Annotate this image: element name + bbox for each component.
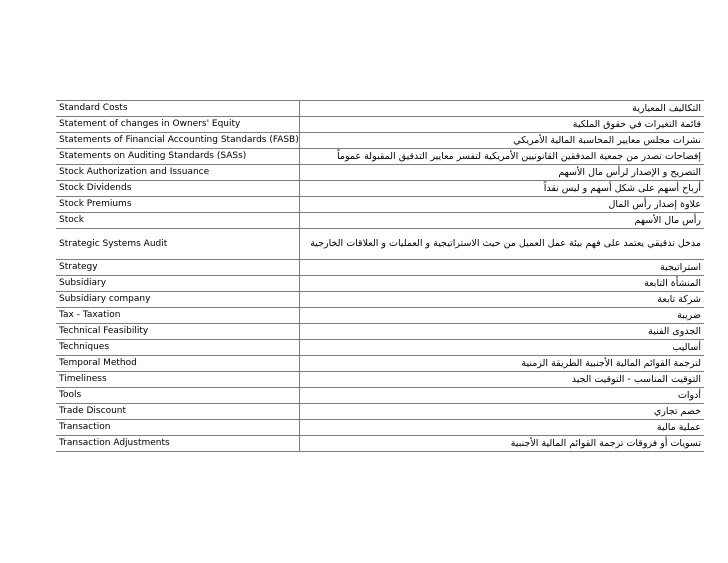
english-term: Stock Authorization and Issuance: [56, 165, 300, 181]
english-term: Techniques: [56, 340, 300, 356]
english-term: Subsidiary company: [56, 292, 300, 308]
arabic-translation: تسويات أو فروقات ترجمة القوائم المالية الأجنبية: [300, 436, 705, 452]
table-row: [56, 117, 704, 133]
table-row: [56, 276, 704, 292]
arabic-translation: علاوة إصدار رأس المال: [300, 197, 705, 213]
table-row: [56, 165, 704, 181]
table-row: [56, 260, 704, 276]
table-row: [56, 133, 704, 149]
arabic-translation: شركة تابعة: [300, 292, 705, 308]
english-term: Statement of changes in Owners' Equity: [56, 117, 300, 133]
english-term: Transaction: [56, 420, 300, 436]
arabic-translation: إفصاحات تصدر من جمعية المدققين القانونيين الأمريكية لتفسر معايير التدقيق المقبولة عموماً: [300, 149, 705, 165]
table-row: [56, 229, 704, 260]
english-term: Technical Feasibility: [56, 324, 300, 340]
english-term: Strategy: [56, 260, 300, 276]
table-row: [56, 197, 704, 213]
arabic-translation: عملية مالية: [300, 420, 705, 436]
english-term: Statements on Auditing Standards (SASs): [56, 149, 300, 165]
english-term: Stock Dividends: [56, 181, 300, 197]
english-term: Tax - Taxation: [56, 308, 300, 324]
table-row: [56, 292, 704, 308]
arabic-translation: قائمة التغيرات في حقوق الملكية: [300, 117, 705, 133]
table-row: [56, 372, 704, 388]
table-row: [56, 213, 704, 229]
table-row: [56, 181, 704, 197]
arabic-translation: أدوات: [300, 388, 705, 404]
arabic-translation: أساليب: [300, 340, 705, 356]
english-term: Subsidiary: [56, 276, 300, 292]
table-row: [56, 340, 704, 356]
english-term: Temporal Method: [56, 356, 300, 372]
english-term: Stock: [56, 213, 300, 229]
table-row: [56, 101, 704, 117]
arabic-translation: استراتيجية: [300, 260, 705, 276]
arabic-translation: التكاليف المعيارية: [300, 101, 705, 117]
english-term: Strategic Systems Audit: [56, 229, 300, 260]
english-term: Transaction Adjustments: [56, 436, 300, 452]
table-row: [56, 388, 704, 404]
english-term: Trade Discount: [56, 404, 300, 420]
table-row: [56, 324, 704, 340]
arabic-translation: التصريح و الإصدار لرأس مال الأسهم: [300, 165, 705, 181]
table-row: [56, 356, 704, 372]
arabic-translation: أرباح أسهم على شكل أسهم و ليس نقداً: [300, 181, 705, 197]
arabic-translation: نشرات مجلس معايير المحاسبة المالية الأمريكي: [300, 133, 705, 149]
english-term: Timeliness: [56, 372, 300, 388]
arabic-translation: مدخل تدقيقي يعتمد على فهم بيئة عمل العميل من حيث الاستراتيجية و العمليات و العلاقات الخارجية: [300, 229, 705, 260]
arabic-translation: الجدوى الفنية: [300, 324, 705, 340]
arabic-translation: خصم تجاري: [300, 404, 705, 420]
english-term: Stock Premiums: [56, 197, 300, 213]
arabic-translation: ضريبة: [300, 308, 705, 324]
english-term: Standard Costs: [56, 101, 300, 117]
arabic-translation: التوقيت المناسب - التوقيت الجيد: [300, 372, 705, 388]
glossary-table: [56, 100, 704, 452]
table-row: [56, 420, 704, 436]
table-row: [56, 436, 704, 452]
arabic-translation: لترجمة القوائم المالية الأجنبية الطريقة الزمنية: [300, 356, 705, 372]
arabic-translation: رأس مال الأسهم: [300, 213, 705, 229]
table-row: [56, 149, 704, 165]
table-row: [56, 308, 704, 324]
table-row: [56, 404, 704, 420]
english-term: Statements of Financial Accounting Standards (FASB): [56, 133, 300, 149]
arabic-translation: المنشأة التابعة: [300, 276, 705, 292]
english-term: Tools: [56, 388, 300, 404]
